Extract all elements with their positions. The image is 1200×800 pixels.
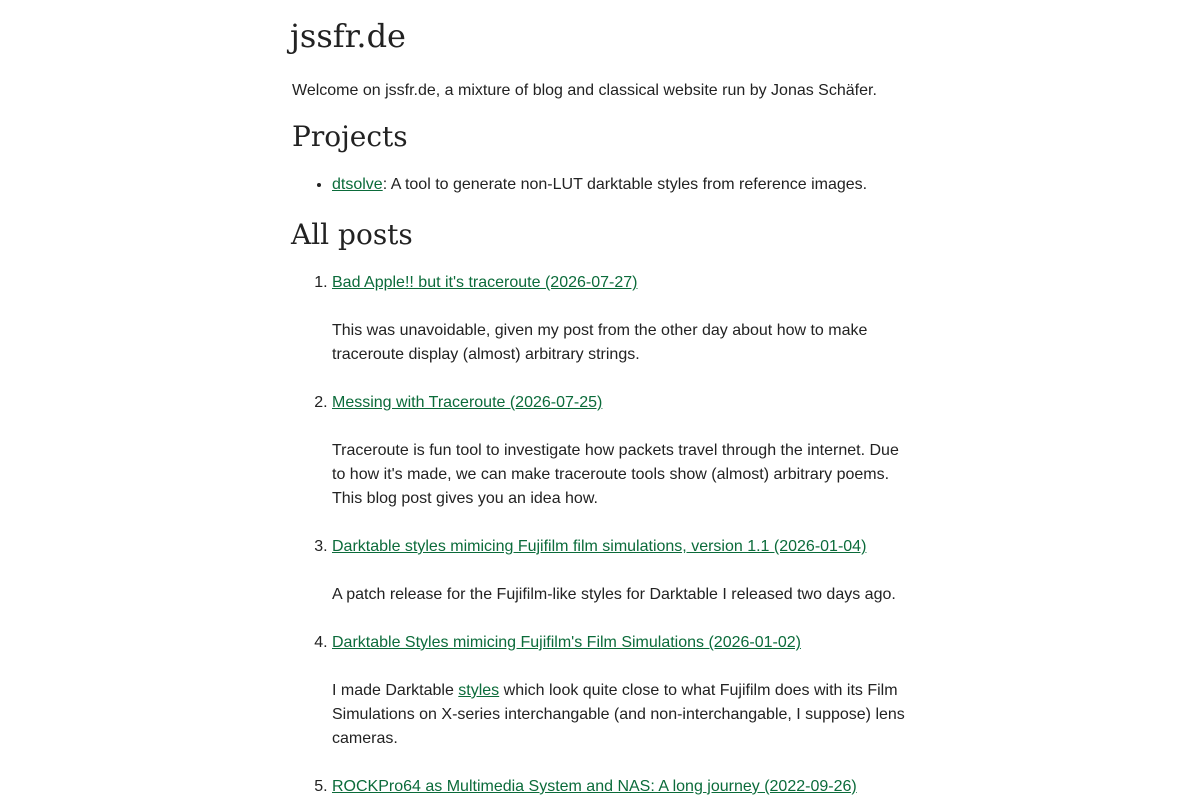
post-link[interactable]: Darktable styles mimicing Fujifilm film simulations, version 1.1 (2026-01-04) [332,538,867,555]
post-link[interactable]: Darktable Styles mimicing Fujifilm's Film Simulations (2026-01-02) [332,634,801,651]
post-summary-text: which look quite close to what Fujifilm does with its Film Simulations on X-series interchangable (and non-interchangable, I suppose) lens cameras. [332,682,905,747]
post-summary: A patch release for the Fujifilm-like styles for Darktable I released two days ago. [332,586,896,603]
main-content [292,0,912,800]
projects-list [292,173,912,197]
project-item [332,173,912,197]
post-link[interactable]: ROCKPro64 as Multimedia System and NAS: A long journey (2022-09-26) [332,778,857,795]
post-item [332,271,912,367]
post-link[interactable]: Messing with Traceroute (2026-07-25) [332,394,603,411]
site-title: jssfr.de [290,17,406,55]
post-item [332,535,912,607]
projects-heading: Projects [292,120,408,153]
project-description: : A tool to generate non-LUT darktable styles from reference images. [382,176,868,193]
post-item [332,775,912,799]
post-summary [332,679,912,751]
post-item [332,391,912,511]
post-link[interactable]: Bad Apple!! but it's traceroute (2026-07-27) [332,274,638,291]
post-summary: Traceroute is fun tool to investigate how packets travel through the internet. Due to how it's made, we can make traceroute tools show (almost) arbitrary poems. This blog post gives you an idea how. [332,442,899,507]
posts-heading: All posts [291,218,413,251]
post-summary: This was unavoidable, given my post from the other day about how to make traceroute display (almost) arbitrary strings. [332,322,868,363]
intro-text: Welcome on jssfr.de, a mixture of blog and classical website run by Jonas Schäfer. [292,82,877,99]
post-item [332,631,912,751]
styles-link[interactable]: styles [458,682,500,699]
project-link-dtsolve[interactable]: dtsolve [332,176,383,193]
post-summary-text: I made Darktable [332,682,459,699]
posts-list [292,271,912,799]
